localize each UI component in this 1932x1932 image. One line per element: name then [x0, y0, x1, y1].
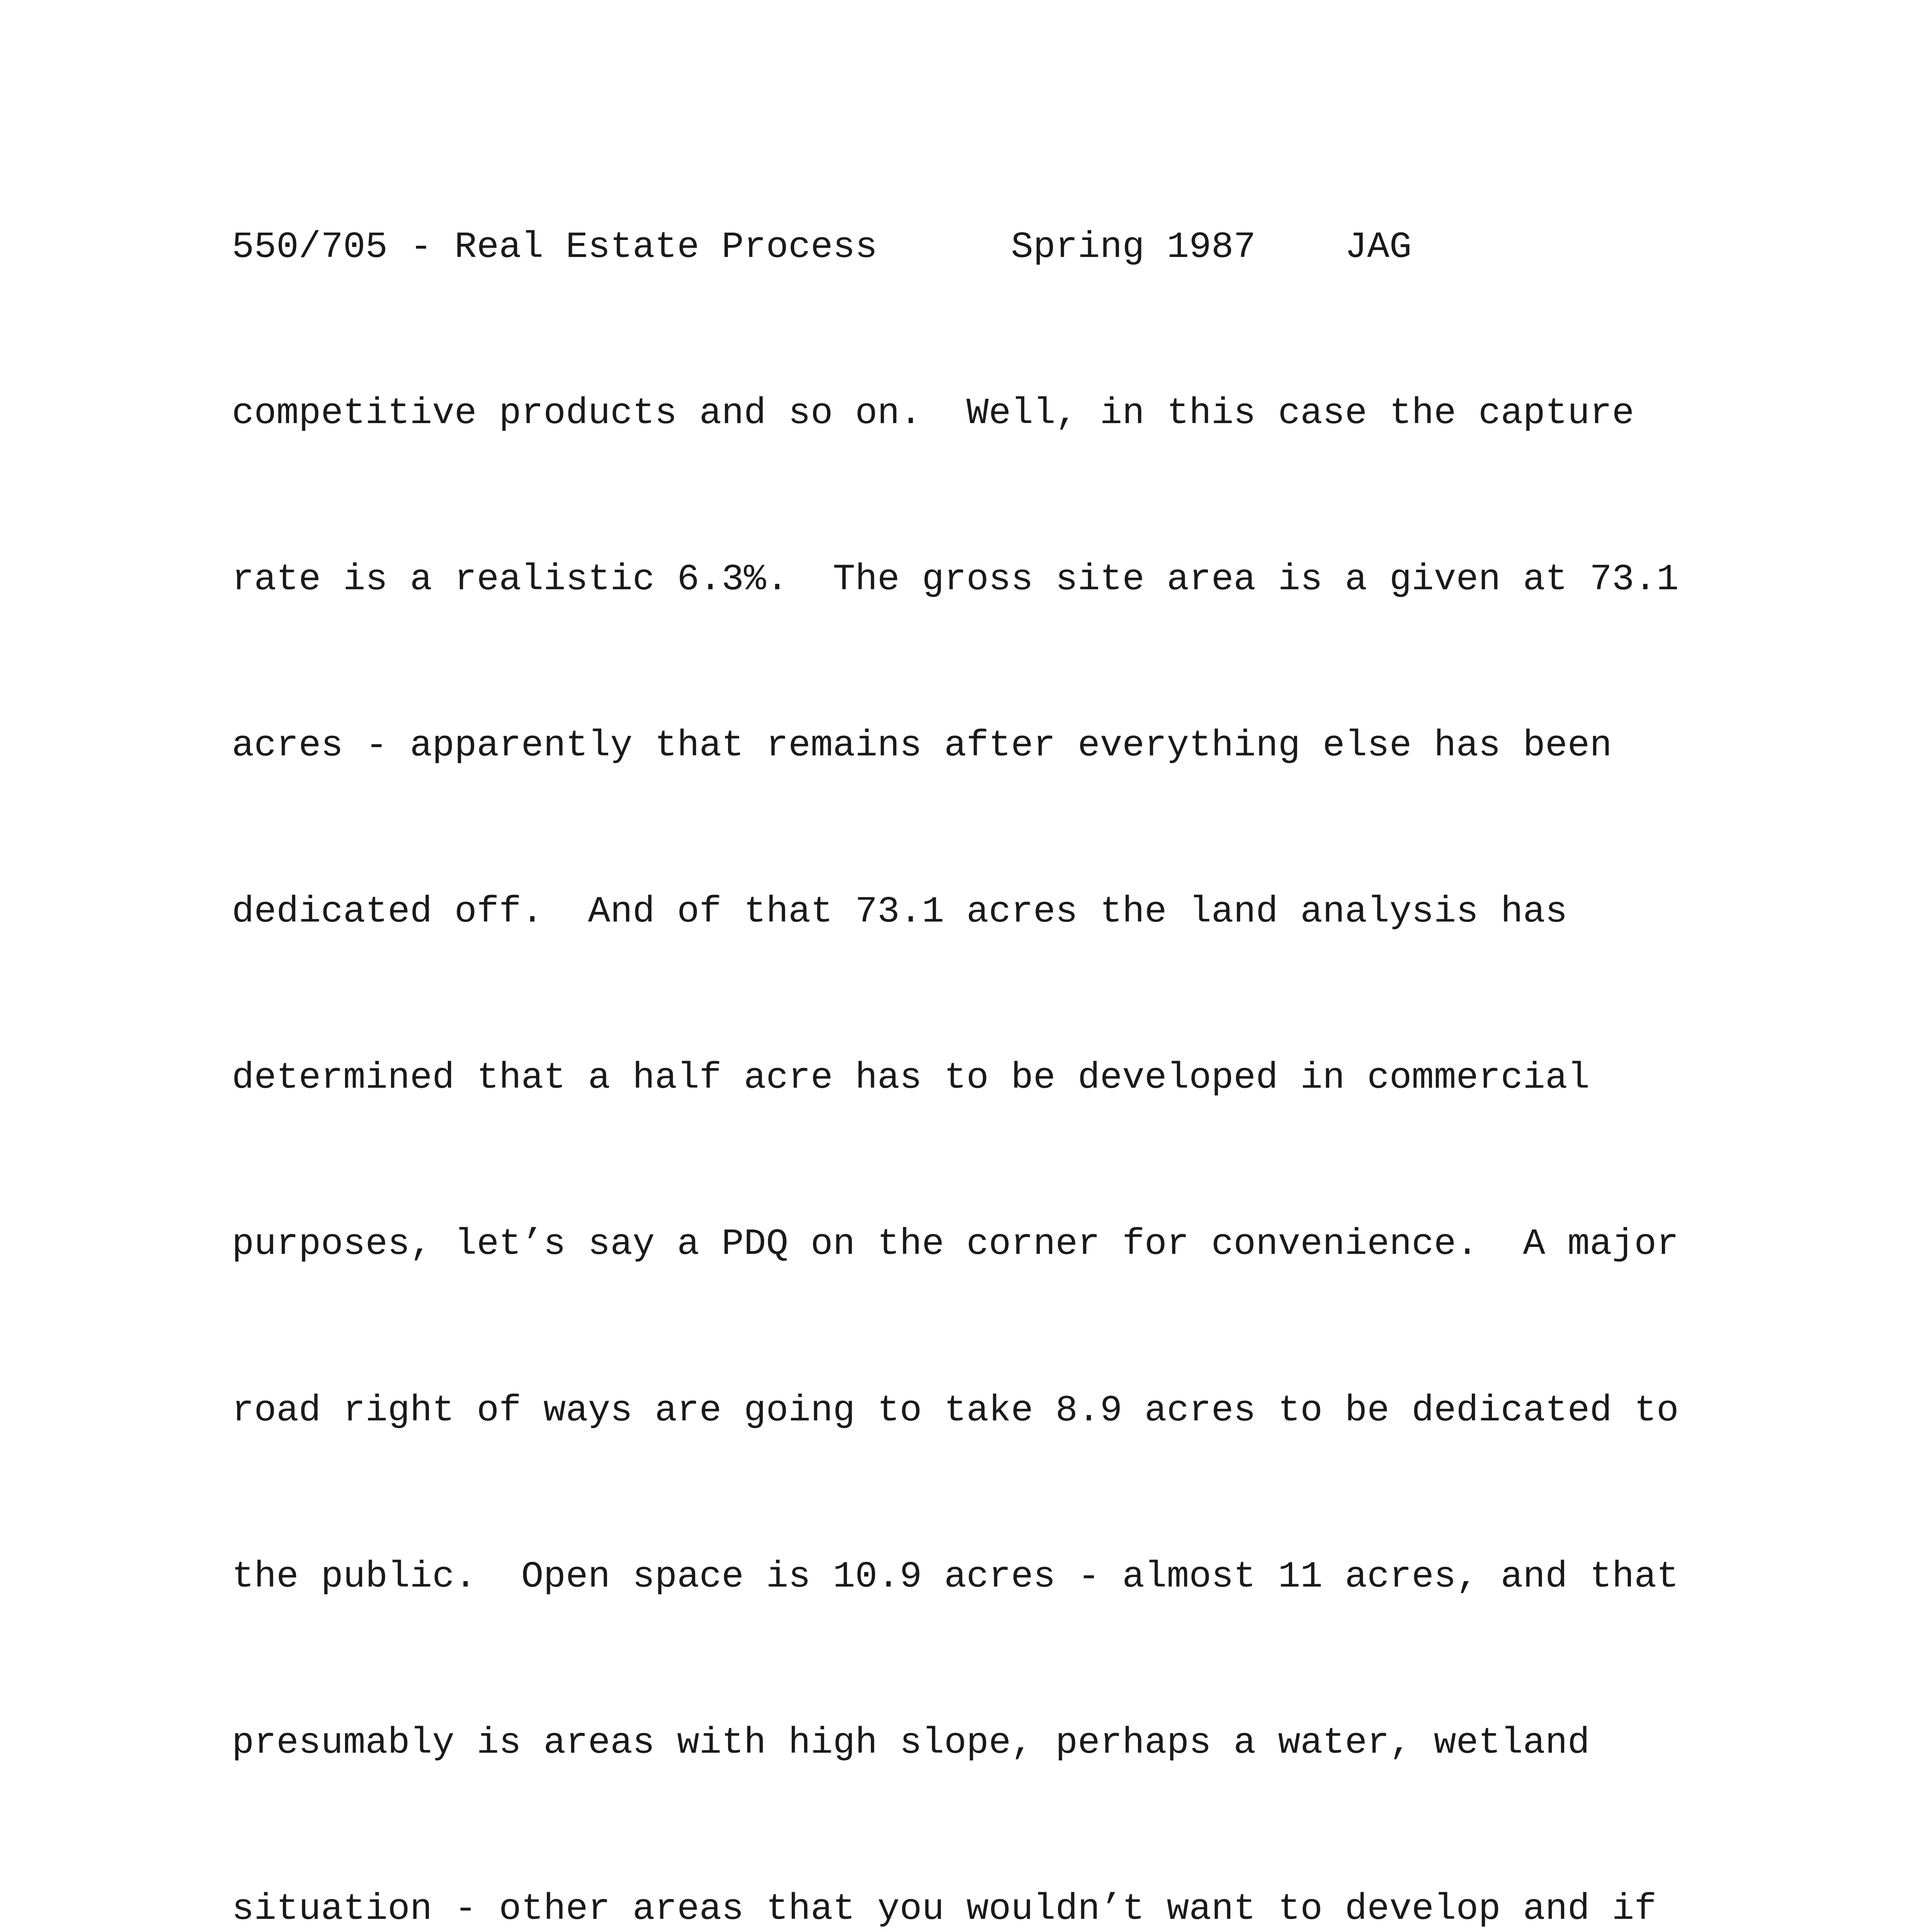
running-header: 550/705 - Real Estate Process Spring 1987 JAG [232, 226, 1412, 268]
text-line: rate is a realistic 6.3%. The gross site area is a given at 73.1 [232, 558, 1679, 601]
body-text [232, 306, 1777, 1932]
text-line: acres - apparently that remains after everything else has been [232, 724, 1612, 767]
text-line: the public. Open space is 10.9 acres - almost 11 acres, and that [232, 1555, 1679, 1598]
text-line: purposes, let’s say a PDQ on the corner for convenience. A major [232, 1223, 1679, 1265]
text-line: presumably is areas with high slope, perhaps a water, wetland [232, 1721, 1590, 1764]
text-line: determined that a half acre has to be developed in commercial [232, 1057, 1590, 1099]
text-line: situation - other areas that you wouldn’t want to develop and if [232, 1888, 1656, 1930]
text-line: road right of ways are going to take 8.9 acres to be dedicated to [232, 1389, 1679, 1432]
text-line: dedicated off. And of that 73.1 acres the land analysis has [232, 891, 1568, 933]
text-line: competitive products and so on. Well, in this case the capture [232, 392, 1634, 434]
